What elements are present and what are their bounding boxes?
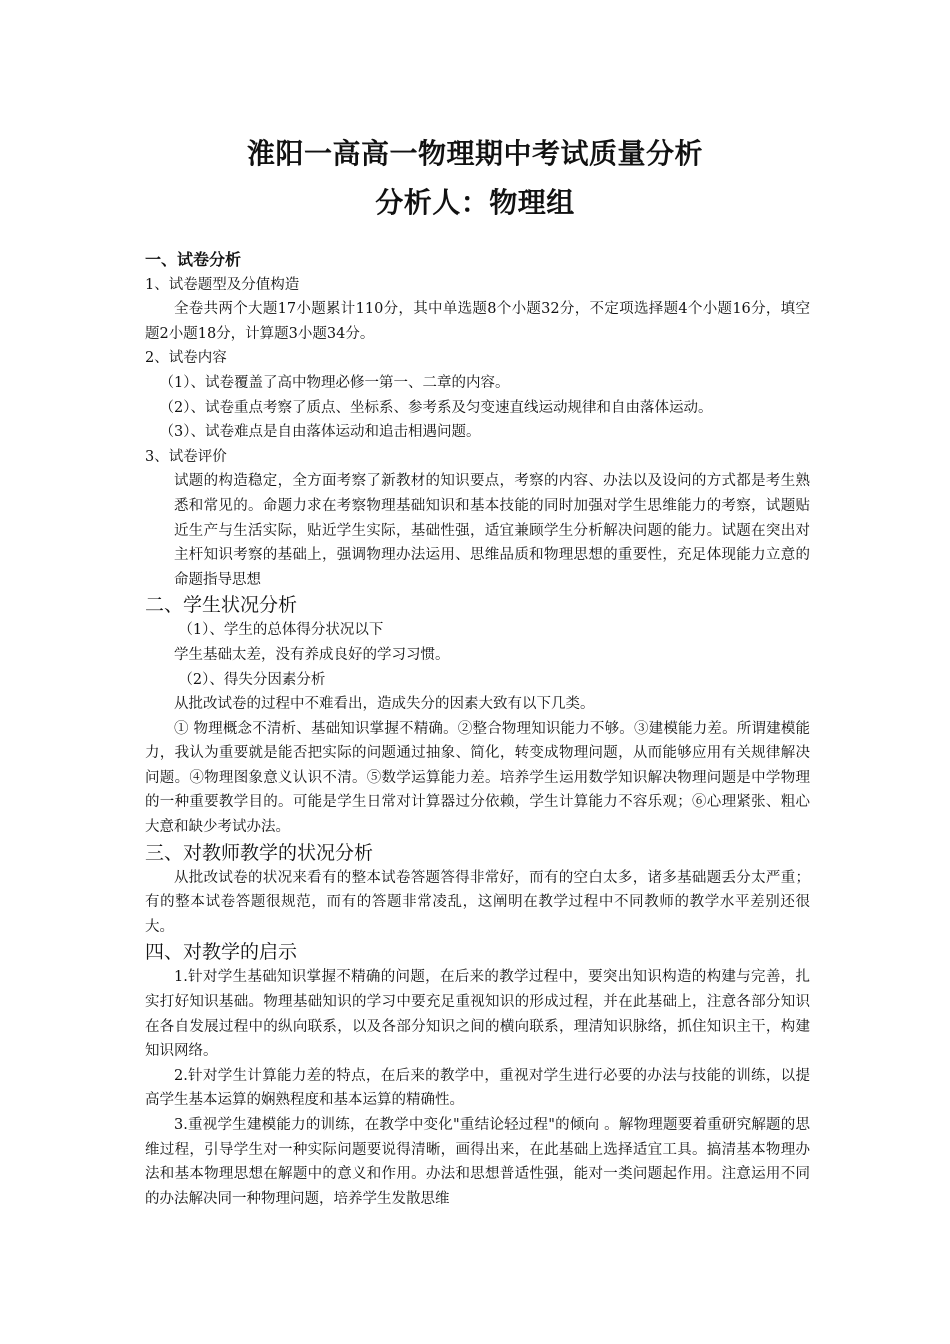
subheading-1-3: 3、试卷评价	[145, 448, 227, 465]
paragraph-4-2: 2.针对学生计算能力差的特点，在后来的教学中，重视对学生进行必要的办法与技能的训练，以提高学生基本运算的娴熟程度和基本运算的精确性。	[145, 1067, 810, 1109]
paragraph-4-1: 1.针对学生基础知识掌握不精确的问题，在后来的教学过程中，要突出知识构造的构建与完善，扎实打好知识基础。物理基础知识的学习中要充足重视知识的形成过程，并在此基础上，注意各部分知识在各自发展过程中的纵向联系，以及各部分知识之间的横向联系，理清知识脉络，抓住知识主干，构建知识网络。	[145, 969, 810, 1060]
document-title: 淮阳一高高一物理期中考试质量分析	[246, 137, 703, 170]
paragraph-4-3: 3.重视学生建模能力的训练，在教学中变化"重结论轻过程"的倾向 。解物理题要着重研究解题的思维过程，引导学生对一种实际问题要说得清晰，画得出来，在此基础上选择适宜工具。搞清基本物理办法和基本物理思想在解题中的意义和作用。办法和思想普适性强，能对一类问题起作用。注意运用不同的办法解决同一种物理问题，培养学生发散思维	[145, 1117, 810, 1207]
section-heading-1: 一、试卷分析	[145, 250, 242, 269]
document-subtitle: 分析人：物理组	[375, 186, 575, 219]
paragraph-2-1: 学生基础太差，没有养成良好的学习习惯。	[174, 646, 450, 663]
list-item-1-2: （2）、试卷重点考察了质点、坐标系、参考系及匀变速直线运动规律和自由落体运动。	[159, 399, 713, 416]
subheading-1-1: 1、试卷题型及分值构造	[145, 276, 300, 293]
list-item-2-1: （1）、学生的总体得分状况以下	[178, 622, 384, 639]
list-item-1-1: （1）、试卷覆盖了高中物理必修一第一、二章的内容。	[159, 374, 510, 391]
section-heading-3: 三、对教师教学的状况分析	[145, 841, 374, 864]
subheading-1-2: 2、试卷内容	[145, 350, 227, 367]
paragraph-3-1: 从批改试卷的状况来看有的整本试卷答题答得非常好，而有的空白太多，诸多基础题丢分太严重；有的整本试卷答题很规范，而有的答题非常凌乱，这阐明在教学过程中不同教师的教学水平差别还很大。	[145, 869, 810, 935]
paragraph-1-2: 试题的构造稳定，全方面考察了新教材的知识要点，考察的内容、办法以及设问的方式都是考生熟悉和常见的。命题力求在考察物理基础知识和基本技能的同时加强对学生思维能力的考察，试题贴近生产与生活实际，贴近学生实际，基础性强，适宜兼顾学生分析解决问题的能力。试题在突出对主杆知识考察的基础上，强调物理办法运用、思维品质和物理思想的重要性，充足体现能力立意的命题指导思想	[174, 473, 810, 588]
document-body	[145, 248, 810, 1211]
list-item-1-3: （3）、试卷难点是自由落体运动和追击相遇问题。	[159, 424, 481, 441]
section-heading-2: 二、学生状况分析	[145, 594, 298, 617]
paragraph-2-3: ① 物理概念不清析、基础知识掌握不精确。②整合物理知识能力不够。③建模能力差。所谓建模能力，我认为重要就是能否把实际的问题通过抽象、简化，转变成物理问题，从而能够应用有关规律解决问题。④物理图象意义认识不清。⑤数学运算能力差。培养学生运用数学知识解决物理问题是中学物理的一种重要教学目的。可能是学生日常对计算器过分依赖，学生计算能力不容乐观；⑥心理紧张、粗心大意和缺少考试办法。	[145, 720, 810, 836]
list-item-2-2: （2）、得失分因素分析	[178, 671, 326, 688]
paragraph-1-1: 全卷共两个大题17小题累计110分，其中单选题8个小题32分，不定项选择题4个小题16分，填空题2小题18分，计算题3小题34分。	[145, 301, 810, 342]
section-heading-4: 四、对教学的启示	[145, 941, 298, 964]
paragraph-2-2: 从批改试卷的过程中不难看出，造成失分的因素大致有以下几类。	[174, 696, 595, 713]
